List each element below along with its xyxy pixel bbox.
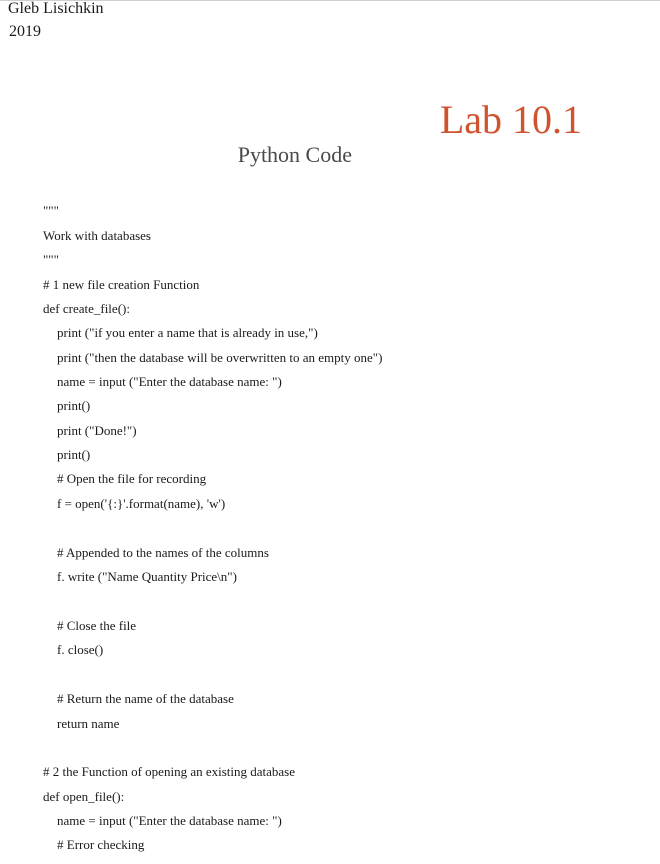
document-year: 2019: [9, 23, 41, 40]
code-line: f. write ("Name Quantity Price\n"): [57, 569, 237, 584]
document-subtitle: Python Code: [237, 142, 352, 167]
code-line: Work with databases: [43, 228, 151, 243]
code-line: def create_file():: [43, 301, 130, 316]
code-line: # 1 new file creation Function: [43, 277, 200, 292]
code-line: # 2 the Function of opening an existing database: [43, 764, 296, 779]
code-line: print ("Done!"): [57, 423, 137, 438]
code-line: name = input ("Enter the database name: "): [57, 374, 282, 389]
code-line: print ("if you enter a name that is already in use,"): [57, 325, 318, 340]
code-line: print ("then the database will be overwritten to an empty one"): [57, 350, 383, 365]
code-line: """: [43, 252, 59, 267]
code-line: # Return the name of the database: [57, 691, 234, 706]
code-line: f. close(): [57, 642, 104, 657]
code-line: def open_file():: [43, 789, 125, 804]
code-line: print(): [57, 398, 91, 413]
code-line: print(): [57, 447, 91, 462]
code-line: # Appended to the names of the columns: [57, 545, 269, 560]
author-name: Gleb Lisichkin: [8, 0, 104, 17]
code-line: """: [43, 203, 59, 218]
code-line: # Error checking: [57, 837, 145, 852]
code-line: # Open the file for recording: [57, 471, 207, 486]
code-line: # Close the file: [57, 618, 137, 633]
code-line: name = input ("Enter the database name: "): [57, 813, 282, 828]
code-line: return name: [57, 716, 120, 731]
document-title: Lab 10.1: [439, 97, 582, 142]
code-line: f = open('{:}'.format(name), 'w'): [57, 496, 226, 511]
